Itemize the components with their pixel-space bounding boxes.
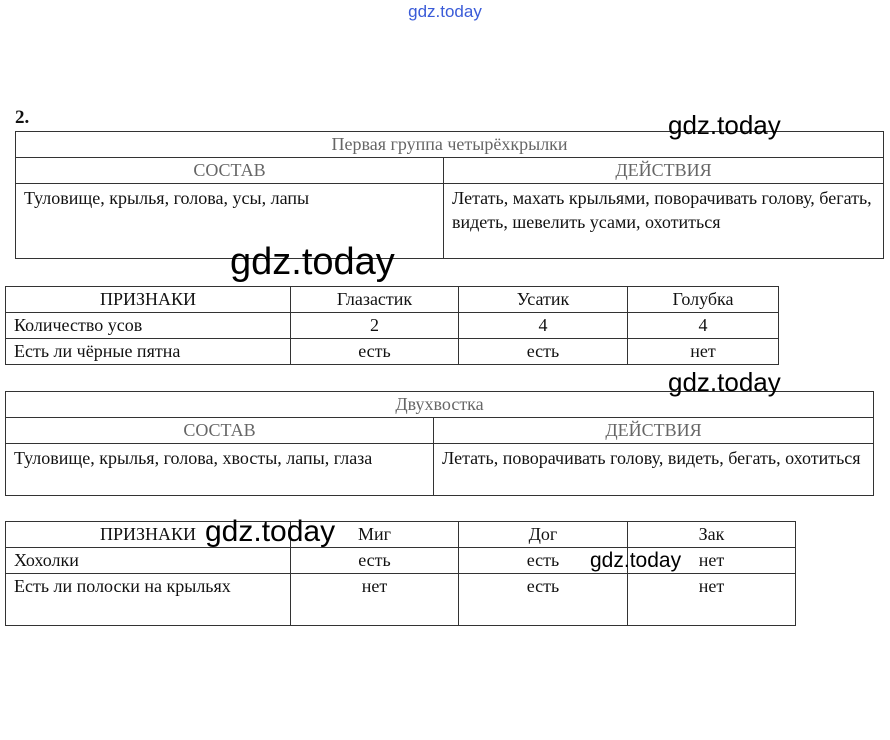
- table3-composition-text: Туловище, крылья, голова, хвосты, лапы, глаза: [6, 444, 434, 496]
- table4-header-mig: Миг: [291, 522, 459, 548]
- table2-cell: есть: [291, 339, 459, 365]
- table-row: [6, 339, 779, 365]
- table2-row1-label: Количество усов: [6, 313, 291, 339]
- table-traits-2: [5, 521, 796, 626]
- table2-header-golubka: Голубка: [628, 287, 779, 313]
- table4-cell: есть: [459, 548, 628, 574]
- table-row: [6, 313, 779, 339]
- table3-col-composition: СОСТАВ: [6, 418, 434, 444]
- task-number: 2.: [15, 107, 30, 128]
- table4-row1-label: Хохолки: [6, 548, 291, 574]
- table4-cell: нет: [628, 574, 796, 626]
- table1-col-composition: СОСТАВ: [16, 158, 444, 184]
- watermark: gdz.today: [205, 515, 336, 548]
- table4-cell: есть: [459, 574, 628, 626]
- top-watermark: gdz.today: [408, 2, 482, 21]
- table1-col-actions: ДЕЙСТВИЯ: [444, 158, 884, 184]
- watermark: gdz.today: [668, 367, 781, 397]
- table2-header-glazastik: Глазастик: [291, 287, 459, 313]
- table3-actions-text: Летать, поворачивать голову, видеть, бегать, охотиться: [434, 444, 874, 496]
- watermark: gdz.today: [230, 241, 395, 283]
- table-row: [6, 574, 796, 626]
- table2-cell: 4: [459, 313, 628, 339]
- table-first-group: [15, 131, 884, 259]
- table1-actions-text: Летать, махать крыльями, поворачивать голову, бегать, видеть, шевелить усами, охотиться: [444, 184, 884, 259]
- table-traits-1: [5, 286, 779, 365]
- table4-header-dog: Дог: [459, 522, 628, 548]
- table2-cell: 4: [628, 313, 779, 339]
- table2-cell: 2: [291, 313, 459, 339]
- table3-col-actions: ДЕЙСТВИЯ: [434, 418, 874, 444]
- table-dvuhvostka: [5, 391, 874, 496]
- table1-title: Первая группа четырёхкрылки: [16, 132, 884, 158]
- table4-cell: нет: [291, 574, 459, 626]
- table2-cell: есть: [459, 339, 628, 365]
- table2-cell: нет: [628, 339, 779, 365]
- table4-cell: нет: [628, 548, 796, 574]
- watermark: gdz.today: [590, 549, 682, 572]
- table3-title: Двухвостка: [6, 392, 874, 418]
- table4-cell: есть: [291, 548, 459, 574]
- table4-header-traits: ПРИЗНАКИ: [6, 522, 291, 548]
- table2-header-traits: ПРИЗНАКИ: [6, 287, 291, 313]
- table1-composition-text: Туловище, крылья, голова, усы, лапы: [16, 184, 444, 259]
- watermark: gdz.today: [668, 110, 781, 140]
- table2-header-usatik: Усатик: [459, 287, 628, 313]
- table4-row2-label: Есть ли полоски на крыльях: [6, 574, 291, 626]
- table2-row2-label: Есть ли чёрные пятна: [6, 339, 291, 365]
- table4-header-zak: Зак: [628, 522, 796, 548]
